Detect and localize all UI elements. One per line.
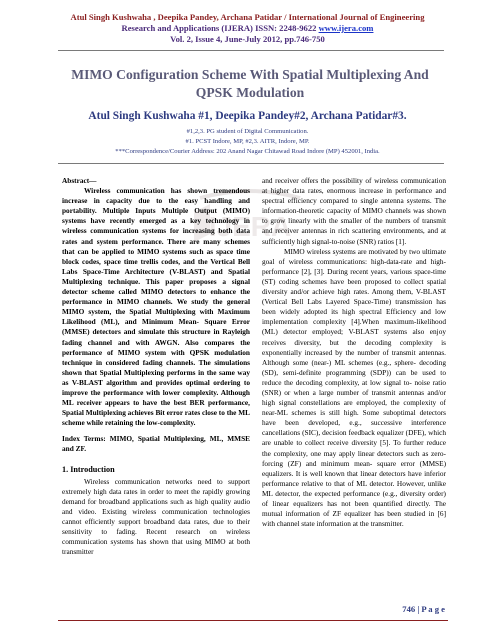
- header-line-3: Vol. 2, Issue 4, June-July 2012, pp.746-750: [170, 34, 325, 44]
- introduction-paragraph-continued: and receiver offers the possibility of wireless communication at higher data rates, enormous increase in performance and spectral efficiency compared to single antenna systems. The information-theoretic capacity of MIMO channels was shown to grow linearly with the smaller of the numbers of transmit and receiver antennas in rich scattering environments, and at sufficiently high signal-to-noise (SNR) ratios [1].: [262, 176, 446, 246]
- index-terms: Index Terms: MIMO, Spatial Multiplexing, ML, MMSE and ZF.: [62, 434, 250, 454]
- header-line-2: [0, 23, 495, 34]
- author-list: Atul Singh Kushwaha #1, Deepika Pandey#2, Archana Patidar#3.: [88, 110, 407, 122]
- introduction-paragraph-2: MIMO wireless systems are motivated by two ultimate goal of wireless communications: high-data-rate and high-performance [2], [3]. During recent years, various space-time (ST) coding schemes have been proposed to collect spatial diversity and/or achieve high rates. Among them, V-BLAST (Vertical Bell Labs Layered Space-Time) transmission has been widely adopted its high spectral Efficiency and low implementation complexity [4].When maximum-likelihood (ML) detector employed; V-BLAST systems also enjoy receives diversity, but the decoding complexity is exponentially increased by the number of transmit antennas. Although some (near-) ML schemes (e.g., sphere- decoding (SD), semi-definite programming (SDP)) can be used to reduce the decoding complexity, at low signal to- noise ratio (SNR) or when a large number of transmit antennas and/or high signal constellations are employed, the complexity of near-ML schemes is still high. Some suboptimal detectors have been developed, e.g., successive interference cancellations (SIC), decision feedback equalizer (DFE), which are unable to collect receive diversity [5]. To further reduce the complexity, one may apply linear detectors such as zero-forcing (ZF) and minimum mean- square error (MMSE) equalizers. It is well known that linear detectors have inferior performance relative to that of ML detector. However, unlike ML detector, the expected performance (e.g., diversity order) of linear equalizers has not been quantified directly. The mutual information of ZF equalizer has been studied in [6] with channel state information at the transmitter.: [262, 246, 446, 529]
- abstract-text: Wireless communication has shown tremendous increase in capacity due to the easy handling and portability. Multiple Inputs Multiple Output (MIMO) systems have recently emerged as a key technology in wireless communication systems for increasing both data rates and system performance. There are many schemes that can be applied to MIMO systems such as space time block codes, space time trellis codes, and the Vertical Bell Labs Space-Time Architecture (V-BLAST) and Spatial Multiplexing technique. This paper proposes a signal detector scheme called MIMO detectors to enhance the performance in MIMO channels. We study the general MIMO system, the Spatial Multiplexing with Maximum Likelihood (ML), and Minimum Mean- Square Error (MMSE) detectors and simulate this structure in Rayleigh fading channel and with AWGN. Also compares the performance of MIMO system with QPSK modulation technique in considered fading channels. The simulations shown that Spatial Multiplexing performs in the same way as V-BLAST algorithm and provides optimal ordering to improve the performance with lower complexity. Although ML receiver appears to have the best BER performance, Spatial Multiplexing achieves Bit error rates close to the ML scheme while retaining the low-complexity.: [62, 186, 251, 428]
- header-issn: Research and Applications (IJERA) ISSN: 2248-9622: [121, 23, 317, 33]
- affiliation-2: #1. PCST Indore, MP, #2,3. AITR, Indore, MP.: [185, 138, 310, 145]
- journal-url-link[interactable]: www.ijera.com: [318, 23, 374, 33]
- title-divider: [58, 163, 444, 164]
- paper-title: MIMO Configuration Scheme With Spatial Multiplexing And QPSK Modulation: [71, 67, 429, 100]
- watermark-text: IJERA: [208, 211, 292, 242]
- page-number: 746 | P a g e: [402, 604, 445, 614]
- introduction-paragraph-1: Wireless communication networks need to support extremely high data rates in order to meet the rapidly growing demand for broadband applications such as high quality audio and video. Existing wireless communication technologies cannot efficiently support broadband data rates, due to their sensitivity to fading. Recent research on wireless communication systems has shown that using MIMO at both transmitter: [62, 476, 250, 557]
- correspondence-address: ***Correspondence/Courier Address: 202 Anand Nagar Chitawad Road Indore (MP) 452001, India.: [115, 148, 380, 155]
- header-divider: [58, 50, 444, 51]
- right-column: [262, 176, 446, 529]
- footer-divider: [58, 620, 448, 621]
- journal-header: [0, 12, 495, 45]
- left-column: [62, 176, 250, 557]
- abstract-heading: Abstract—: [62, 176, 97, 185]
- affiliation-1: #1,2,3. PG student of Digital Communication.: [186, 128, 309, 135]
- header-line-1: Atul Singh Kushwaha , Deepika Pandey, Archana Patidar / International Journal of Engineering: [70, 12, 425, 22]
- section-heading-introduction: 1. Introduction: [62, 464, 115, 474]
